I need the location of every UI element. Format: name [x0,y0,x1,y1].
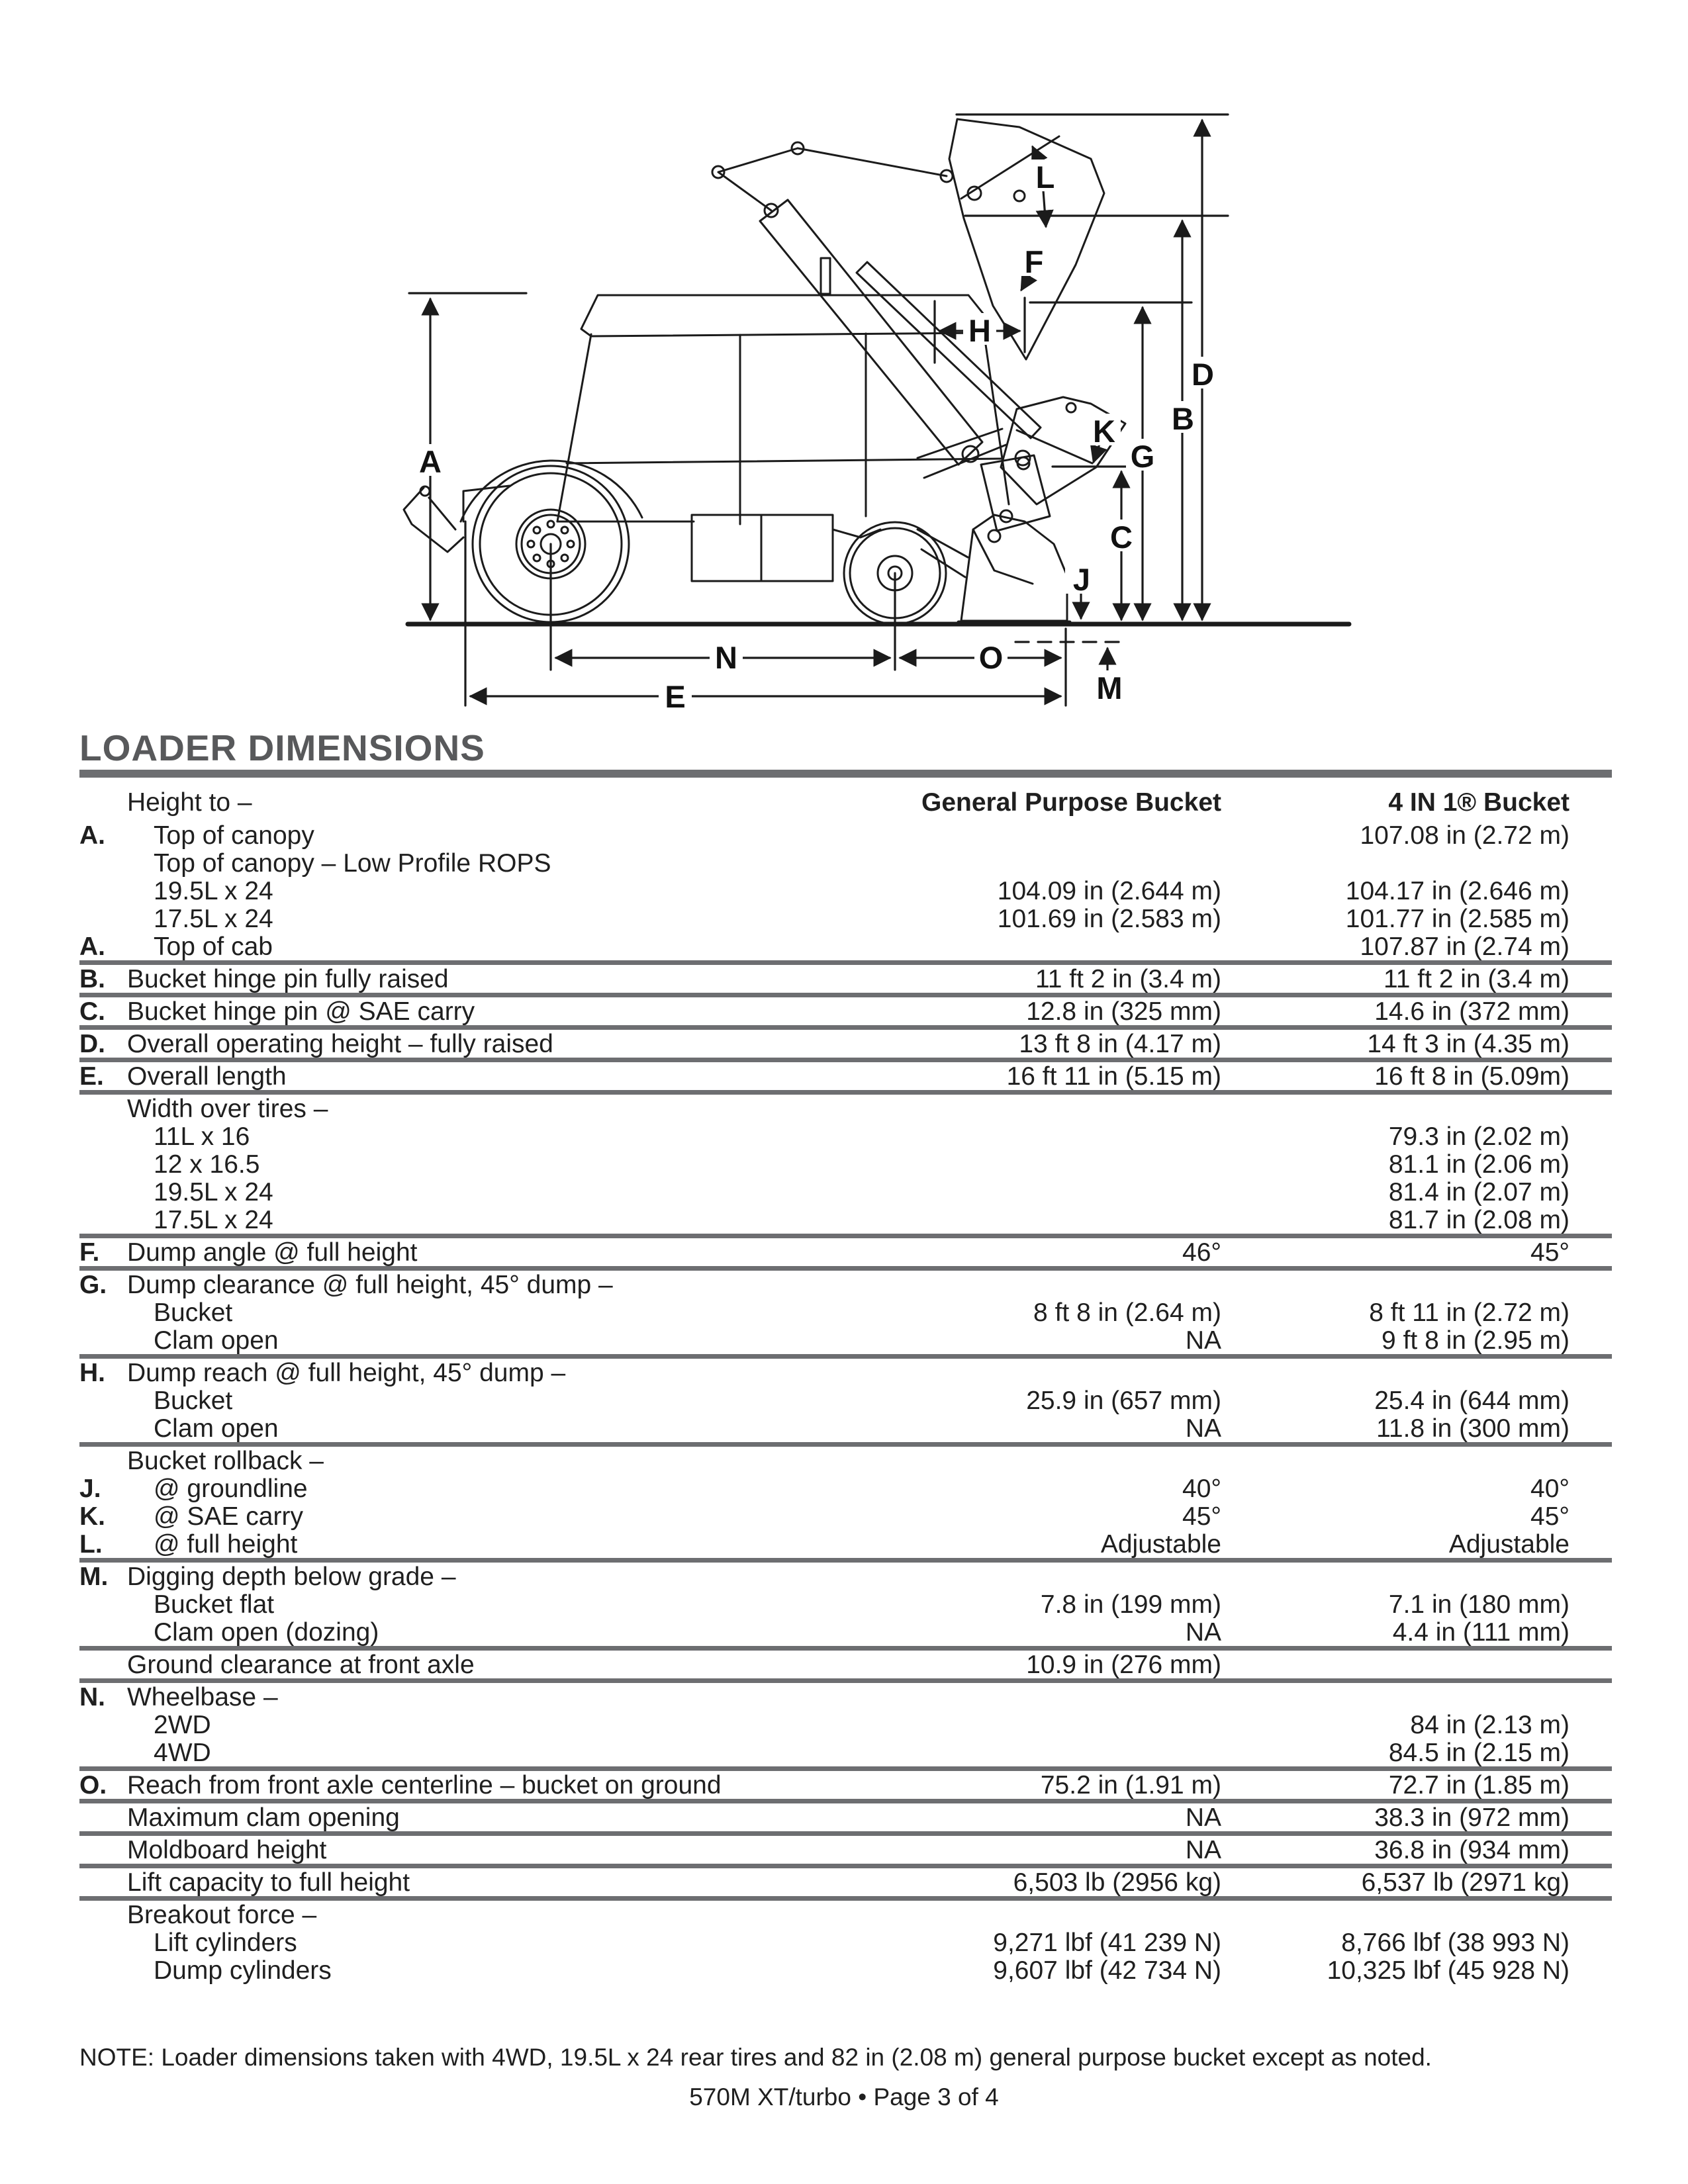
dimension-label-M: M [1096,670,1123,705]
value-general-purpose-bucket: 45° [1182,1502,1221,1531]
table-row [79,821,1612,849]
table-row [79,1618,1612,1651]
row-label: Dump reach @ full height, 45° dump – [127,1359,566,1387]
value-4in1-bucket: 79.3 in (2.02 m) [1388,1122,1570,1151]
table-row [79,1836,1612,1868]
table-row [79,1178,1612,1206]
row-label: 12 x 16.5 [154,1150,260,1179]
dimension-label-D: D [1192,357,1214,392]
row-label: Overall length [127,1062,287,1091]
value-4in1-bucket: 38.3 in (972 mm) [1374,1803,1570,1832]
value-general-purpose-bucket: 6,503 lb (2956 kg) [1013,1868,1221,1897]
value-4in1-bucket: 84.5 in (2.15 m) [1388,1739,1570,1767]
dimension-label-B: B [1172,401,1194,436]
row-label: 11L x 16 [154,1122,250,1151]
dimension-label-J: J [1072,562,1091,597]
row-label: 17.5L x 24 [154,905,273,933]
table-row [79,1150,1612,1178]
table-row [79,1929,1612,1956]
row-label: Dump angle @ full height [127,1238,418,1267]
row-label: Breakout force – [127,1901,317,1929]
table-row [79,1030,1612,1062]
table-row [79,1651,1612,1683]
value-4in1-bucket: 84 in (2.13 m) [1410,1711,1570,1739]
value-4in1-bucket: 14 ft 3 in (4.35 m) [1367,1030,1570,1058]
value-4in1-bucket: 25.4 in (644 mm) [1374,1387,1570,1415]
dimension-lines [409,114,1228,705]
value-4in1-bucket: 4 IN 1® Bucket [1388,788,1570,817]
dimension-label-N: N [715,640,737,675]
value-4in1-bucket: 107.08 in (2.72 m) [1360,821,1570,850]
value-general-purpose-bucket: 40° [1182,1475,1221,1503]
row-letter: B. [79,965,105,993]
dimension-label-H: H [968,313,991,348]
row-label: @ SAE carry [154,1502,303,1531]
value-general-purpose-bucket: 25.9 in (657 mm) [1026,1387,1221,1415]
table-row [79,1563,1612,1590]
value-general-purpose-bucket: 10.9 in (276 mm) [1026,1651,1221,1679]
row-label: Width over tires – [127,1095,328,1123]
row-label: Clam open (dozing) [154,1618,379,1647]
table-row [79,1062,1612,1095]
value-4in1-bucket: 11.8 in (300 mm) [1376,1414,1570,1443]
row-letter: E. [79,1062,104,1091]
loader-dimensions-table [79,784,1612,1984]
row-label: 17.5L x 24 [154,1206,273,1234]
dimension-label-K: K [1093,414,1115,449]
value-4in1-bucket: 81.1 in (2.06 m) [1388,1150,1570,1179]
table-row [79,1095,1612,1122]
table-row [79,1475,1612,1502]
value-general-purpose-bucket: NA [1185,1618,1221,1647]
row-label: Bucket rollback – [127,1447,324,1475]
section-title: LOADER DIMENSIONS [79,727,485,768]
table-row [79,1803,1612,1836]
value-general-purpose-bucket: 16 ft 11 in (5.15 m) [1006,1062,1221,1091]
value-4in1-bucket: 11 ft 2 in (3.4 m) [1383,965,1570,993]
row-label: Bucket hinge pin @ SAE carry [127,997,475,1026]
value-general-purpose-bucket: 101.69 in (2.583 m) [997,905,1221,933]
row-letter: K. [79,1502,105,1531]
table-row [79,1238,1612,1271]
value-general-purpose-bucket: 8 ft 8 in (2.64 m) [1033,1298,1221,1327]
table-row [79,1901,1612,1929]
row-letter: F. [79,1238,100,1267]
value-4in1-bucket: 104.17 in (2.646 m) [1345,877,1570,905]
row-letter: G. [79,1271,107,1299]
row-label: Moldboard height [127,1836,327,1864]
value-4in1-bucket: 7.1 in (180 mm) [1388,1590,1570,1619]
dimension-label-F: F [1024,244,1044,279]
dimension-label-E: E [665,679,686,714]
table-row [79,1387,1612,1414]
row-label: 19.5L x 24 [154,1178,273,1206]
value-4in1-bucket: 8,766 lbf (38 993 N) [1341,1929,1570,1957]
value-general-purpose-bucket: NA [1185,1326,1221,1355]
table-row [79,1530,1612,1563]
row-letter: N. [79,1683,105,1711]
dimension-label-O: O [978,640,1004,675]
dimension-label-L: L [1035,159,1055,195]
row-label: @ groundline [154,1475,308,1503]
table-row [79,933,1612,965]
row-letter: A. [79,821,105,850]
dimension-label-A: A [419,444,442,479]
value-4in1-bucket: Adjustable [1448,1530,1570,1559]
value-4in1-bucket: 40° [1530,1475,1570,1503]
row-label: @ full height [154,1530,298,1559]
row-label: Digging depth below grade – [127,1563,456,1591]
table-row [79,877,1612,905]
row-label: Top of canopy – Low Profile ROPS [154,849,551,878]
row-label: Lift cylinders [154,1929,297,1957]
table-header-row [79,784,1612,821]
table-row [79,1122,1612,1150]
table-row [79,1683,1612,1711]
row-label: Dump cylinders [154,1956,332,1985]
row-letter: H. [79,1359,105,1387]
value-4in1-bucket: 8 ft 11 in (2.72 m) [1369,1298,1570,1327]
row-label: Wheelbase – [127,1683,278,1711]
row-label: Top of cab [154,933,273,961]
value-general-purpose-bucket: 46° [1182,1238,1221,1267]
row-label: Bucket [154,1387,233,1415]
value-general-purpose-bucket: Adjustable [1100,1530,1221,1559]
value-4in1-bucket: 45° [1530,1238,1570,1267]
row-label: 19.5L x 24 [154,877,273,905]
row-letter: L. [79,1530,103,1559]
value-general-purpose-bucket: 75.2 in (1.91 m) [1040,1771,1221,1799]
row-letter: M. [79,1563,109,1591]
row-label: Reach from front axle centerline – bucket on ground [127,1771,722,1799]
table-row [79,1711,1612,1739]
value-general-purpose-bucket: 11 ft 2 in (3.4 m) [1035,965,1221,993]
row-letter: C. [79,997,105,1026]
row-label: Lift capacity to full height [127,1868,410,1897]
value-4in1-bucket: 45° [1530,1502,1570,1531]
table-row [79,1590,1612,1618]
row-letter: J. [79,1475,101,1503]
row-letter: A. [79,933,105,961]
value-4in1-bucket: 81.7 in (2.08 m) [1388,1206,1570,1234]
table-row [79,1326,1612,1359]
value-general-purpose-bucket: NA [1185,1836,1221,1864]
loader-dimension-diagram [397,93,1357,721]
value-general-purpose-bucket: 9,607 lbf (42 734 N) [993,1956,1221,1985]
value-4in1-bucket: 9 ft 8 in (2.95 m) [1382,1326,1570,1355]
row-label: Top of canopy [154,821,314,850]
dimension-label-G: G [1130,439,1155,474]
value-general-purpose-bucket: 13 ft 8 in (4.17 m) [1019,1030,1221,1058]
table-row [79,1271,1612,1298]
value-general-purpose-bucket: NA [1185,1803,1221,1832]
value-general-purpose-bucket: 104.09 in (2.644 m) [997,877,1221,905]
row-label: Height to – [127,788,252,817]
value-4in1-bucket: 4.4 in (111 mm) [1392,1618,1570,1647]
row-label: 2WD [154,1711,211,1739]
row-label: Ground clearance at front axle [127,1651,475,1679]
table-row [79,1447,1612,1475]
row-label: Bucket hinge pin fully raised [127,965,449,993]
table-row [79,965,1612,997]
row-label: Clam open [154,1326,279,1355]
table-row [79,1502,1612,1530]
table-row [79,1771,1612,1803]
row-letter: D. [79,1030,105,1058]
value-4in1-bucket: 72.7 in (1.85 m) [1388,1771,1570,1799]
row-label: Bucket [154,1298,233,1327]
value-4in1-bucket: 107.87 in (2.74 m) [1360,933,1570,961]
dimension-label-C: C [1110,520,1133,555]
title-rule [79,770,1612,778]
row-label: Overall operating height – fully raised [127,1030,553,1058]
table-row [79,997,1612,1030]
table-row [79,1868,1612,1901]
value-4in1-bucket: 101.77 in (2.585 m) [1345,905,1570,933]
page-footer: 570M XT/turbo • Page 3 of 4 [689,2083,999,2111]
table-row [79,1359,1612,1387]
value-4in1-bucket: 6,537 lb (2971 kg) [1361,1868,1570,1897]
value-general-purpose-bucket: NA [1185,1414,1221,1443]
value-4in1-bucket: 14.6 in (372 mm) [1374,997,1570,1026]
value-4in1-bucket: 36.8 in (934 mm) [1374,1836,1570,1864]
row-label: Clam open [154,1414,279,1443]
table-row [79,1739,1612,1771]
value-general-purpose-bucket: 7.8 in (199 mm) [1040,1590,1221,1619]
table-row [79,849,1612,877]
value-general-purpose-bucket: General Purpose Bucket [921,788,1221,817]
table-row [79,905,1612,933]
table-row [79,1956,1612,1984]
row-label: Dump clearance @ full height, 45° dump – [127,1271,613,1299]
value-general-purpose-bucket: 9,271 lbf (41 239 N) [993,1929,1221,1957]
row-label: Maximum clam opening [127,1803,400,1832]
value-4in1-bucket: 16 ft 8 in (5.09m) [1374,1062,1570,1091]
value-4in1-bucket: 10,325 lbf (45 928 N) [1327,1956,1570,1985]
value-4in1-bucket: 81.4 in (2.07 m) [1388,1178,1570,1206]
row-letter: O. [79,1771,107,1799]
row-label: 4WD [154,1739,211,1767]
table-row [79,1298,1612,1326]
table-row [79,1206,1612,1238]
footnote: NOTE: Loader dimensions taken with 4WD, 19.5L x 24 rear tires and 82 in (2.08 m) general purpose bucket except as noted. [79,2044,1432,2071]
table-row [79,1414,1612,1447]
row-label: Bucket flat [154,1590,275,1619]
value-general-purpose-bucket: 12.8 in (325 mm) [1026,997,1221,1026]
